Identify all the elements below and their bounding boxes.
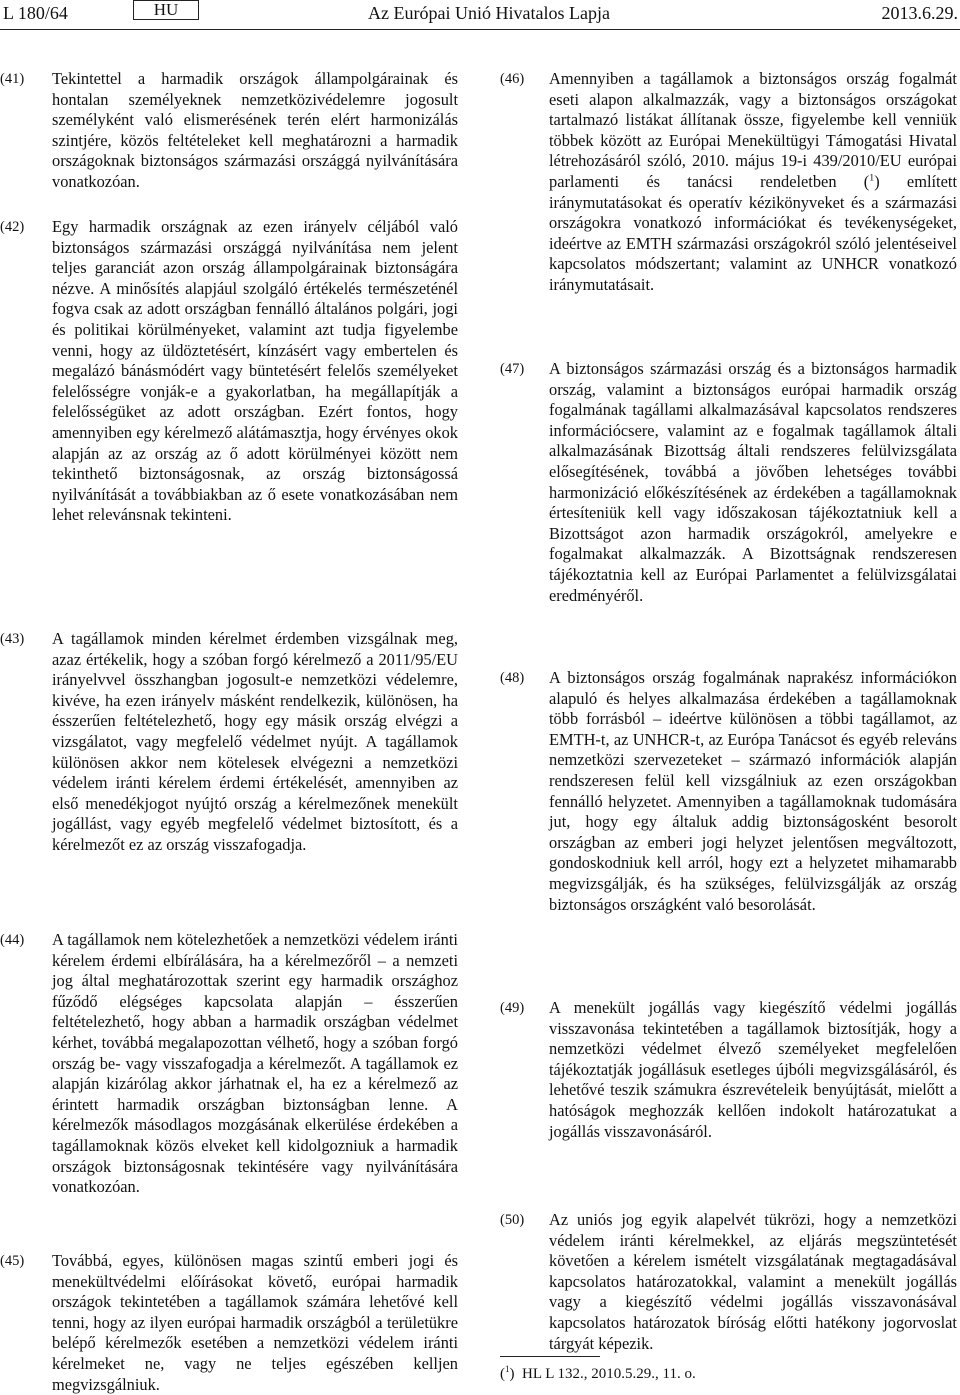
footnote-mark: 1 — [505, 1364, 510, 1374]
footnote-rule — [500, 1356, 600, 1357]
recital-number: (49) — [500, 1000, 525, 1016]
recital-text: A menekült jogállás vagy kiegészítő védelmi jogállás visszavonása tekintetében a tagállamok biztosítják, hogy a nemzetközi védelmet élvező személyeket megfelelően tájékoztatják jogállásuk esetleges újbóli megvizsgálásáról, és lehetővé teszik számukra észrevételeik benyújtását, mielőtt a hatóságok meghozzák kellően indokolt határozatukat a jogállás visszavonásáról. — [549, 998, 957, 1141]
recital-text: Egy harmadik országnak az ezen irányelv céljából való biztonságos származási országgá nyilvánítása nem jelent teljes garanciát azon ország állampolgárainak biztonságára nézve. A minősítés alapjául szolgáló értékelés természeténél fogva csak az adott országban fennálló általános polgári, jogi és politikai körülményeket, valamint azt tudja figyelembe venni, hogy az üldöztetésért, kínzásért vagy embertelen és megalázó bánásmódért vagy büntetésért felelős személyeket felelősségre vonják-e a gyakorlatban, ha megállapítják a felelősségüket az adott országban. Ezért fontos, hogy amennyiben egy kérelmező alátámasztja, hogy érvényes okok alapján az az ország az ő adott körülményei között nem tekinthető biztonságosnak, az ország biztonságossá nyilvánítását a továbbiakban az ő esete vonatkozásában nem lehet relevánsnak tekinteni. — [52, 217, 458, 525]
recital-text-part: Amennyiben a tagállamok a biztonságos ország fogalmát eseti alapon alkalmazzák, vagy a biztonságos országokat tartalmazó listákat állítanak össze, figyelembe kell venniük többek között az Európai Menekültügyi Támogatási Hivatal létrehozásáról szóló, 2010. május 19-i 439/2010/EU európai parlamenti és tanácsi rendeletben ( — [549, 69, 957, 191]
recital-text — [549, 69, 957, 296]
recital-number: (41) — [0, 71, 25, 87]
recital-number: (46) — [500, 71, 525, 87]
page-number: L 180/64 — [3, 3, 68, 23]
footnote-text: HL L 132., 2010.5.29., 11. o. — [522, 1366, 696, 1382]
recital-text: Tekintettel a harmadik országok állampolgárainak és hontalan személyeknek nemzetközivédelemre jogosult személyként való elismerésének terén elért harmonizálás szintjére, közös feltételeket kell meghatározni a harmadik országoknak biztonságos származási országgá nyilvánítására vonatkozóan. — [52, 69, 458, 191]
recital-number: (50) — [500, 1212, 525, 1228]
recital-number: (48) — [500, 670, 525, 686]
recital-text-part: ) említett iránymutatásokat és operatív kézikönyveket és a származási országokra vonatkozó információkat és tevékenységeket, ideértve az EMTH származási országokról szóló jelentéseivel kapcsolatos módszertant; valamint az UNHCR vonatkozó iránymutatásait. — [549, 171, 957, 294]
recital-text: Továbbá, egyes, különösen magas szintű emberi jogi és menekültvédelmi előírásokat követő, európai harmadik országok tekintetében a tagállamok számára lehetővé kell tenni, hogy az ilyen európai harmadik országból a területükre belépő kérelmezők esetében a nemzetközi védelem iránti kérelmeket ne, vagy ne teljes egészében kelljen megvizsgálniuk. — [52, 1251, 458, 1394]
recital-number: (42) — [0, 219, 25, 235]
language-badge: HU — [133, 0, 199, 20]
header-rule — [0, 29, 960, 30]
recital-number: (43) — [0, 631, 25, 647]
footnote — [500, 1366, 696, 1383]
recital-text: A biztonságos ország fogalmának naprakész információkon alapuló és helyes alkalmazása érdekében a tagállamoknak több forrásból – ideértve különösen a többi tagállamot, az EMTH-t, az UNHCR-t, az Európa Tanácsot és egyéb releváns nemzetközi szervezeteket – származó információk alapján rendszeresen felül kell vizsgálniuk az ezen országokban fennálló helyzetet. Amennyiben a tagállamoknak tudomására jut, hogy egy általuk addig biztonságosként besorolt országban az emberi jogi helyzet jelentősen megváltozott, gondoskodniuk kell arról, hogy ezt a helyzetet mihamarabb megvizsgálják, és ha szükséges, felülvizsgálják az ország biztonságos országként való besorolását. — [549, 668, 957, 914]
footnote-mark-close: ) — [509, 1366, 515, 1382]
recital-number: (44) — [0, 932, 25, 948]
recital-number: (45) — [0, 1253, 25, 1269]
page-header — [0, 0, 960, 30]
recital-text: A biztonságos származási ország és a biztonságos harmadik ország, valamint a biztonságos európai harmadik ország fogalmának tagállami alkalmazásával kapcsolatos rendszeres információcsere, valamint az e fogalmak tagállamok általi alkalmazásának Bizottság általi rendszeres felülvizsgálata elősegítésének, továbbá a jövőben lehetséges további harmonizáció előkészítésének az érdekében a tagállamoknak értesíteniük kell vagy időszakosan tájékoztatniuk kell a Bizottságot azon harmadik országokról, amelyekre e fogalmakat alkalmazzák. A Bizottságnak rendszeresen tájékoztatnia kell az Európai Parlamentet a felülvizsgálatai eredményéről. — [549, 359, 957, 605]
footnote-mark-open: ( — [500, 1366, 505, 1382]
recital-text: A tagállamok minden kérelmet érdemben vizsgálnak meg, azaz értékelik, hogy a szóban forgó kérelmező a 2011/95/EU irányelvvel összhangban jogosult-e nemzetközi védelemre, kivéve, ha ezen irányelv másként rendelkezik, különösen, ha ésszerűen feltételezhető, hogy egy másik ország elvégzi a vizsgálatot, vagy megfelelő védelmet nyújt. A tagállamok különösen akkor nem kötelesek elvégezni a nemzetközi védelem iránti kérelem érdemi értékelését, amennyiben az első menedékjogot nyújtó ország a kérelmezőnek menekült jogállást, vagy egyéb megfelelő védelmet biztosított, és a kérelmezőt ez az ország visszafogadja. — [52, 629, 458, 854]
journal-title: Az Európai Unió Hivatalos Lapja — [368, 3, 610, 23]
footnote-reference[interactable]: 1 — [869, 172, 875, 184]
recital-text: Az uniós jog egyik alapelvét tükrözi, hogy a nemzetközi védelem iránti kérelmekkel, az eljárás megszüntetését követően a kérelem ismételt vizsgálatának megtagadásával kapcsolatos határozatokkal, valamint a menekült jogállás vagy a kiegészítő védelmi jogállás visszavonásával kapcsolatos határozatok bíróság előtti hatékony jogorvoslat tárgyát képezik. — [549, 1210, 957, 1353]
publication-date: 2013.6.29. — [881, 3, 958, 23]
recital-number: (47) — [500, 361, 525, 377]
recital-text: A tagállamok nem kötelezhetőek a nemzetközi védelem iránti kérelem érdemi elbírálására, ha a kérelmezőről – a nemzeti jog által meghatározottak szerint egy harmadik országhoz fűződő elégséges kapcsolata alapján – ésszerűen feltételezhető, hogy abban a harmadik országban védelmet kérhet, továbbá megalapozottan vélhető, hogy a szóban forgó ország be- vagy visszafogadja a kérelmezőt. A tagállamok ez alapján kizárólag akkor járhatnak el, ha ez a kérelmező az érintett harmadik országban biztonságban lenne. A kérelmezők másodlagos mozgásának elkerülése érdekében a tagállamoknak közös elveket kell kidolgozniuk a harmadik országok biztonságosnak tekintésére vagy nyilvánítására vonatkozóan. — [52, 930, 458, 1197]
